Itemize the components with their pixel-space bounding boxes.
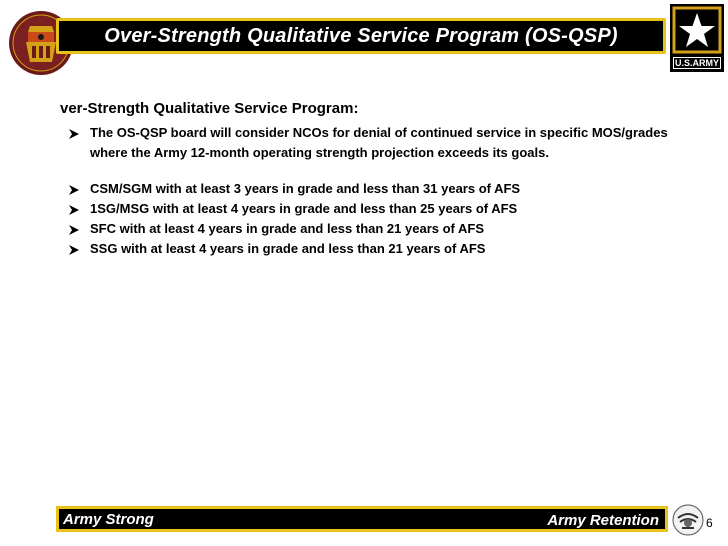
army-wordmark: U.S.ARMY bbox=[674, 58, 719, 68]
page-title: Over-Strength Qualitative Service Program (OS-QSP) bbox=[104, 24, 618, 47]
footer-right-text: Army Retention bbox=[547, 512, 659, 529]
star-icon bbox=[670, 4, 724, 58]
arrow-bullet-icon bbox=[68, 244, 80, 256]
arrow-bullet-icon bbox=[68, 224, 80, 236]
footer-left-text: Army Strong bbox=[63, 511, 154, 528]
title-bar bbox=[56, 18, 666, 54]
arrow-bullet-icon bbox=[68, 184, 80, 196]
section-heading: ver-Strength Qualitative Service Program: bbox=[60, 100, 359, 117]
retention-badge-icon bbox=[672, 504, 704, 536]
footer-bar bbox=[56, 506, 668, 532]
bullet-text: SFC with at least 4 years in grade and less than 21 years of AFS bbox=[90, 221, 484, 236]
list-item bbox=[60, 123, 680, 163]
arrow-bullet-icon bbox=[68, 204, 80, 216]
bullet-text: 1SG/MSG with at least 4 years in grade and less than 25 years of AFS bbox=[90, 201, 518, 216]
slide-content bbox=[60, 100, 680, 259]
page-number: 6 bbox=[706, 516, 713, 530]
bullet-text: The OS-QSP board will consider NCOs for denial of continued service in specific MOS/grades where the Army 12-month operating strength projection exceeds its goals. bbox=[90, 125, 668, 160]
bullet-list bbox=[60, 123, 680, 259]
list-item bbox=[60, 219, 680, 239]
list-item bbox=[60, 199, 680, 219]
bullet-text: SSG with at least 4 years in grade and less than 21 years of AFS bbox=[90, 241, 486, 256]
arrow-bullet-icon bbox=[68, 128, 80, 140]
list-item bbox=[60, 179, 680, 199]
bullet-text: CSM/SGM with at least 3 years in grade and less than 31 years of AFS bbox=[90, 181, 521, 196]
list-item bbox=[60, 239, 680, 259]
bullet-spacer bbox=[60, 163, 680, 179]
army-star-logo-icon bbox=[670, 4, 724, 72]
